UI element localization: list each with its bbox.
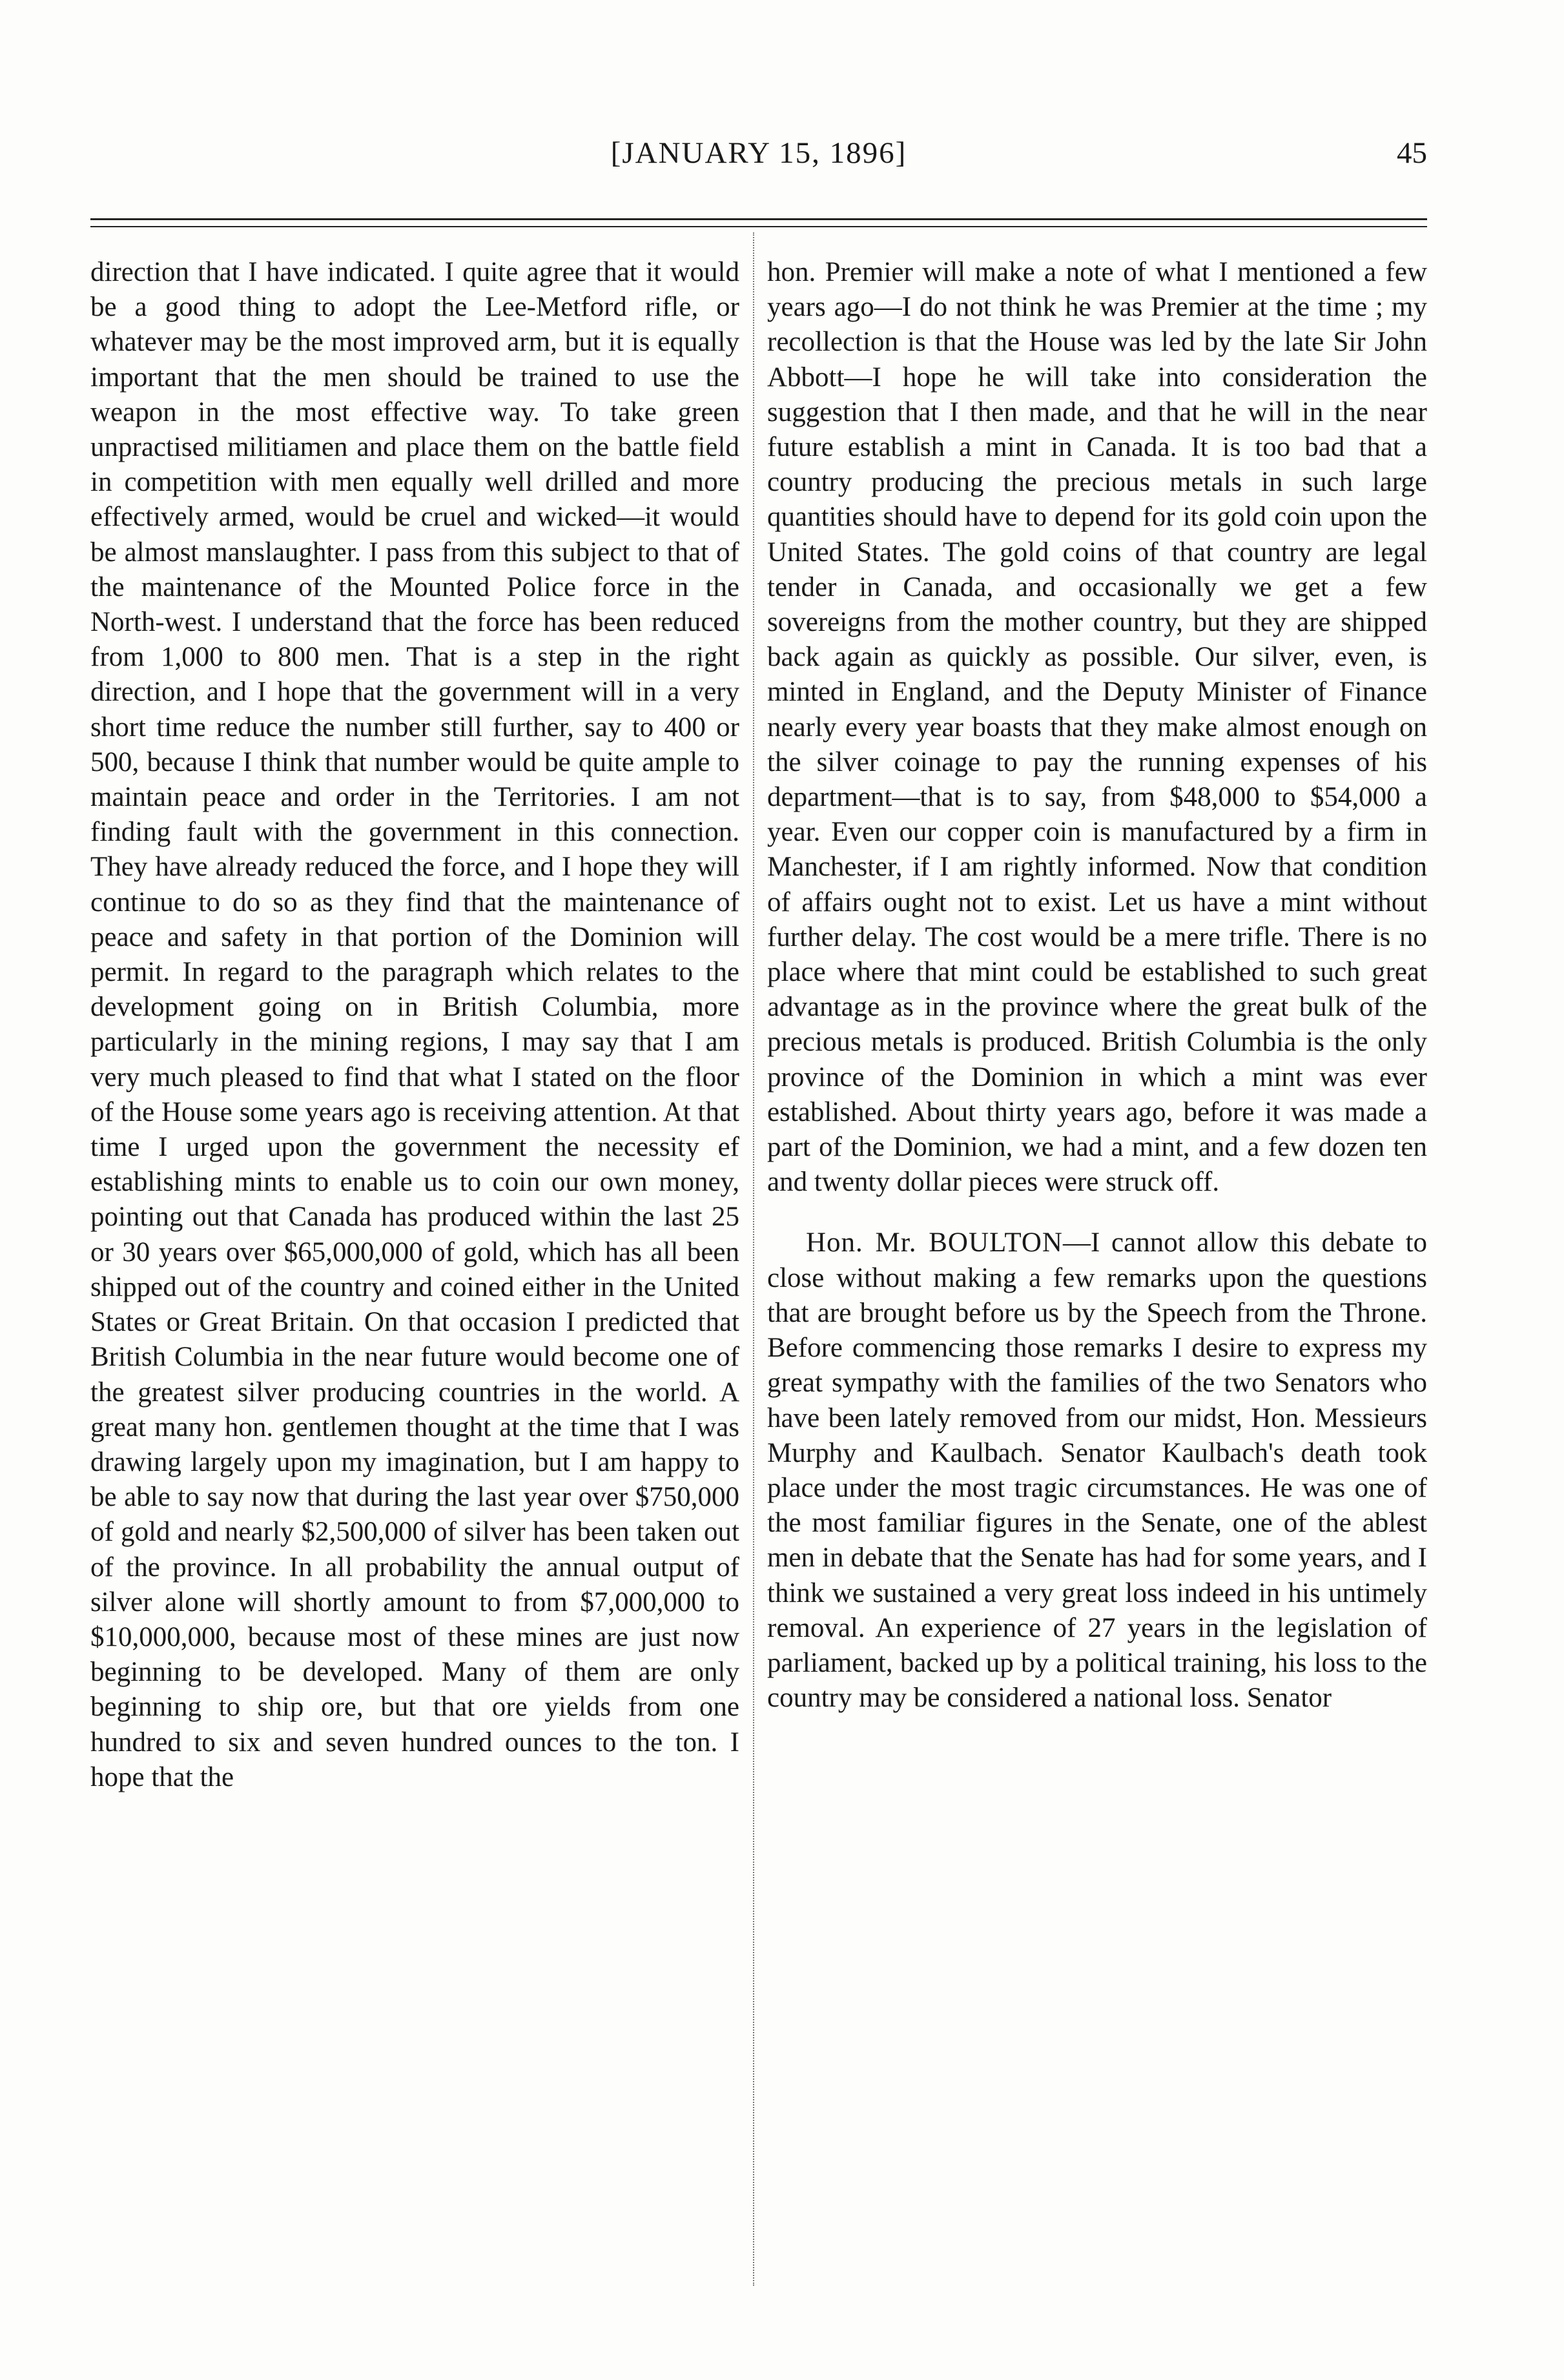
header-date: [JANUARY 15, 1896] <box>610 136 907 170</box>
column-divider <box>753 232 754 2286</box>
speech-text: —I cannot allow this debate to close without making a few remarks upon the questions that are brought before us by the Speech from the Throne. Before commencing those remarks I desire to express my great sympathy with the families of the two Senators who have been lately removed from our midst, Hon. Messieurs Murphy and Kaulbach. Senator Kaulbach's death took place under the most tragic circumstances. He was one of the most familiar figures in the Senate, one of the ablest men in debate that the Senate has had for some years, and I think we sustained a very great loss indeed in his untimely removal. An experience of 27 years in the legislation of parliament, backed up by a political training, his loss to the country may be considered a national loss. Senator <box>767 1227 1428 1714</box>
left-column <box>90 255 739 1795</box>
right-paragraph-1: hon. Premier will make a note of what I mentioned a few years ago—I do not think he was Premier at the time ; my recollection is that the House was led by the late Sir John Abbott—I hope he will take into consideration the suggestion that I then made, and that he will in the near future establish a mint in Canada. It is too bad that a country producing the precious metals in such large quantities should have to depend for its gold coin upon the United States. The gold coins of that country are legal tender in Canada, and occasionally we get a few sovereigns from the mother country, but they are shipped back again as quickly as possible. Our silver, even, is minted in England, and the Deputy Minister of Finance nearly every year boasts that they make almost enough on the silver coinage to pay the running expenses of his department—that is to say, from $48,000 to $54,000 a year. Even our copper coin is manufactured by a firm in Manchester, if I am rightly informed. Now that condition of affairs ought not to exist. Let us have a mint without further delay. The cost would be a mere trifle. There is no place where that mint could be established to such great advantage as in the province where the great bulk of the precious metals is produced. British Columbia is the only province of the Dominion in which a mint was ever established. About thirty years ago, before it was made a part of the Dominion, we had a mint, and a few dozen ten and twenty dollar pieces were struck off. <box>767 257 1427 1198</box>
header-rule-top <box>90 218 1427 220</box>
header-rule-bottom <box>90 226 1427 227</box>
right-column <box>767 255 1427 1716</box>
page-number: 45 <box>1397 136 1427 170</box>
right-paragraph-2 <box>767 1226 1427 1716</box>
page-header <box>90 136 1427 174</box>
speaker-name: Hon. Mr. BOULTON <box>806 1227 1063 1258</box>
left-paragraph-1: direction that I have indicated. I quite agree that it would be a good thing to adopt the Lee-Metford rifle, or whatever may be the most improved arm, but it is equally important that the men should be trained to use the weapon in the most effective way. To take green unpractised militiamen and place them on the battle field in competition with men equally well drilled and more effectively armed, would be cruel and wicked—it would be almost manslaughter. I pass from this subject to that of the maintenance of the Mounted Police force in the North-west. I understand that the force has been reduced from 1,000 to 800 men. That is a step in the right direction, and I hope that the government will in a very short time reduce the number still further, say to 400 or 500, because I think that number would be quite ample to maintain peace and order in the Territories. I am not finding fault with the government in this connection. They have already reduced the force, and I hope they will continue to do so as they find that the maintenance of peace and safety in that portion of the Dominion will permit. In regard to the paragraph which relates to the development going on in British Columbia, more particularly in the mining regions, I may say that I am very much pleased to find that what I stated on the floor of the House some years ago is receiving attention. At that time I urged upon the government the necessity ef establishing mints to enable us to coin our own money, pointing out that Canada has produced within the last 25 or 30 years over $65,000,000 of gold, which has all been shipped out of the country and coined either in the United States or Great Britain. On that occasion I predicted that British Columbia in the near future would become one of the greatest silver producing countries in the world. A great many hon. gentlemen thought at the time that I was drawing largely upon my imagination, but I am happy to be able to say now that during the last year over $750,000 of gold and nearly $2,500,000 of silver has been taken out of the province. In all probability the annual output of silver alone will shortly amount to from $7,000,000 to $10,000,000, because most of these mines are just now beginning to be developed. Many of them are only beginning to ship ore, but that ore yields from one hundred to six and seven hundred ounces to the ton. I hope that the <box>90 257 739 1792</box>
